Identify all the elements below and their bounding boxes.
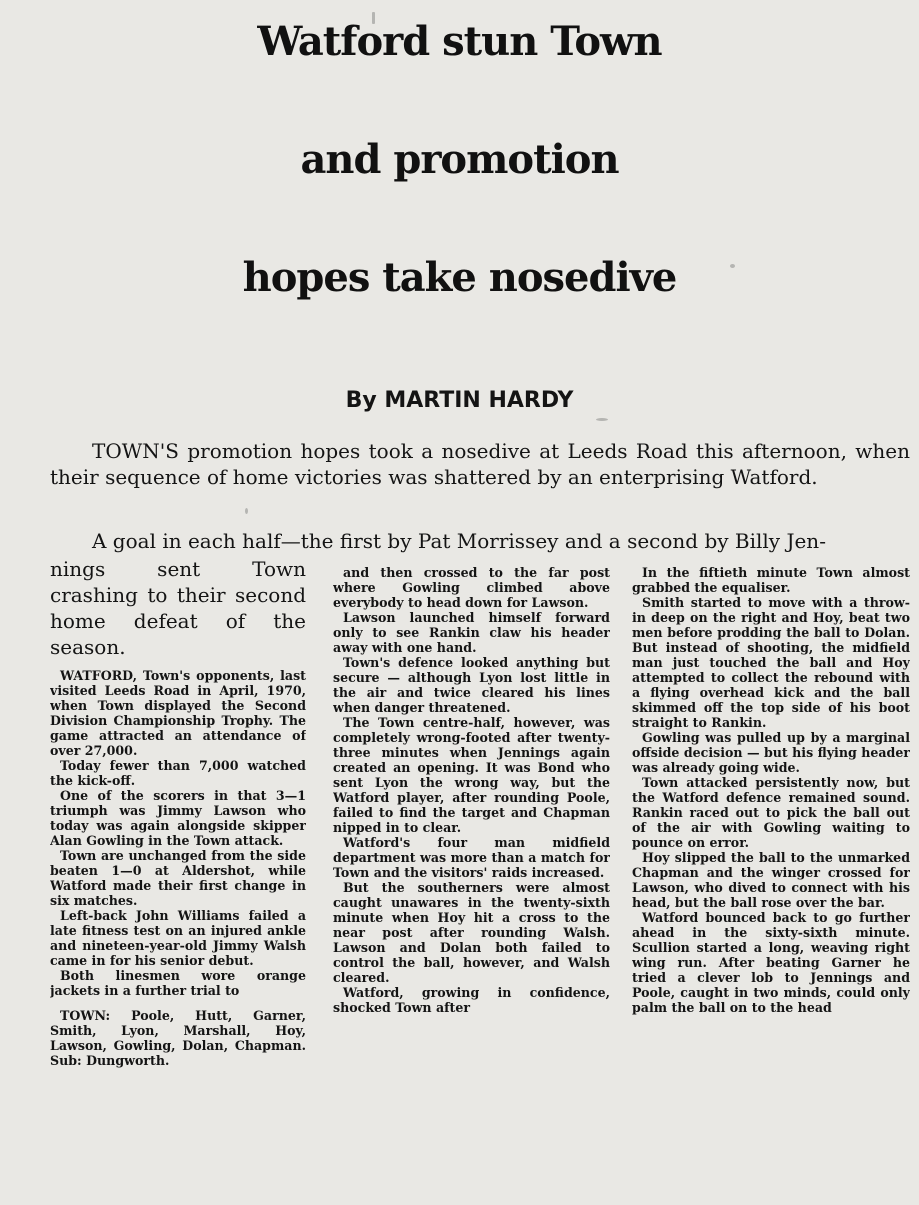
column-2-paragraph: Watford, growing in confidence, shocked Town after xyxy=(333,985,610,1015)
column-1-paragraph: Town are unchanged from the side beaten 1—0 at Aldershot, while Watford made their first change in six matches. xyxy=(50,848,306,908)
column-3-paragraph: In the fiftieth minute Town almost grabbed the equaliser. xyxy=(632,565,910,595)
column-1-paragraph: Both linesmen wore orange jackets in a further trial to xyxy=(50,968,306,998)
print-speck xyxy=(596,418,608,421)
column-1-intro: nings sent Town crashing to their second home defeat of the season. xyxy=(50,557,306,659)
town-team-lineup: TOWN: Poole, Hutt, Garner, Smith, Lyon, Marshall, Hoy, Lawson, Gowling, Dolan, Chapman. Sub: Dungworth. xyxy=(50,1008,306,1068)
lead-paragraph-1: TOWN'S promotion hopes took a nosedive at Leeds Road this afternoon, when their sequence of home victories was shattered by an enterprising Watford. xyxy=(50,439,910,489)
column-3-paragraph: Smith started to move with a throw-in deep on the right and Hoy, beat two men before prodding the ball to Dolan. But instead of shooting, the midfield man just touched the ball and Hoy attempted to collect the rebound with a flying overhead kick and the ball skimmed off the top side of his boot straight to Rankin. xyxy=(632,595,910,730)
column-2-paragraph: and then crossed to the far post where Gowling climbed above everybody to head down for Lawson. xyxy=(333,565,610,610)
column-2-paragraph: The Town centre-half, however, was completely wrong-footed after twenty-three minutes when Jennings again created an opening. It was Bond who sent Lyon the wrong way, but the Watford player, after rounding Poole, failed to find the target and Chapman nipped in to clear. xyxy=(333,715,610,835)
article-column-1 xyxy=(50,556,306,1196)
column-1-paragraph: WATFORD, Town's opponents, last visited Leeds Road in April, 1970, when Town displayed the Second Division Championship Trophy. The game attracted an attendance of over 27,000. xyxy=(50,668,306,758)
lead-paragraph-2: A goal in each half—the first by Pat Morrissey and a second by Billy Jen- xyxy=(92,529,826,553)
column-2-paragraph: Watford's four man midfield department was more than a match for Town and the visitors' raids increased. xyxy=(333,835,610,880)
column-2-paragraph: Lawson launched himself forward only to see Rankin claw his header away with one hand. xyxy=(333,610,610,655)
print-speck xyxy=(372,12,375,24)
column-1-paragraph: Today fewer than 7,000 watched the kick-off. xyxy=(50,758,306,788)
column-3-paragraph: Hoy slipped the ball to the unmarked Chapman and the winger crossed for Lawson, who dived to connect with his head, but the ball rose over the bar. xyxy=(632,850,910,910)
article-column-2 xyxy=(333,565,610,1205)
column-3-paragraph: Gowling was pulled up by a marginal offside decision — but his flying header was already going wide. xyxy=(632,730,910,775)
article-column-3 xyxy=(632,565,910,1205)
print-speck xyxy=(245,508,248,514)
headline-line-3: hopes take nosedive xyxy=(242,254,677,301)
headline-line-2: and promotion xyxy=(300,136,619,183)
column-3-paragraph: Town attacked persistently now, but the Watford defence remained sound. Rankin raced out to pick the ball out of the air with Gowling waiting to pounce on error. xyxy=(632,775,910,850)
headline-line-1: Watford stun Town xyxy=(257,18,662,65)
column-1-paragraph: Left-back John Williams failed a late fitness test on an injured ankle and nineteen-year-old Jimmy Walsh came in for his senior debut. xyxy=(50,908,306,968)
print-speck xyxy=(730,264,735,268)
column-1-paragraph: One of the scorers in that 3—1 triumph was Jimmy Lawson who today was again alongside skipper Alan Gowling in the Town attack. xyxy=(50,788,306,848)
column-2-paragraph: Town's defence looked anything but secure — although Lyon lost little in the air and twice cleared his lines when danger threatened. xyxy=(333,655,610,715)
column-2-paragraph: But the southerners were almost caught unawares in the twenty-sixth minute when Hoy hit a cross to the near post after rounding Walsh. Lawson and Dolan both failed to control the ball, however, and Walsh cleared. xyxy=(333,880,610,985)
column-3-paragraph: Watford bounced back to go further ahead in the sixty-sixth minute. Scullion started a long, weaving right wing run. After beating Garner he tried a clever lob to Jennings and Poole, caught in two minds, could only palm the ball on to the head xyxy=(632,910,910,1015)
byline: By MARTIN HARDY xyxy=(345,388,574,413)
